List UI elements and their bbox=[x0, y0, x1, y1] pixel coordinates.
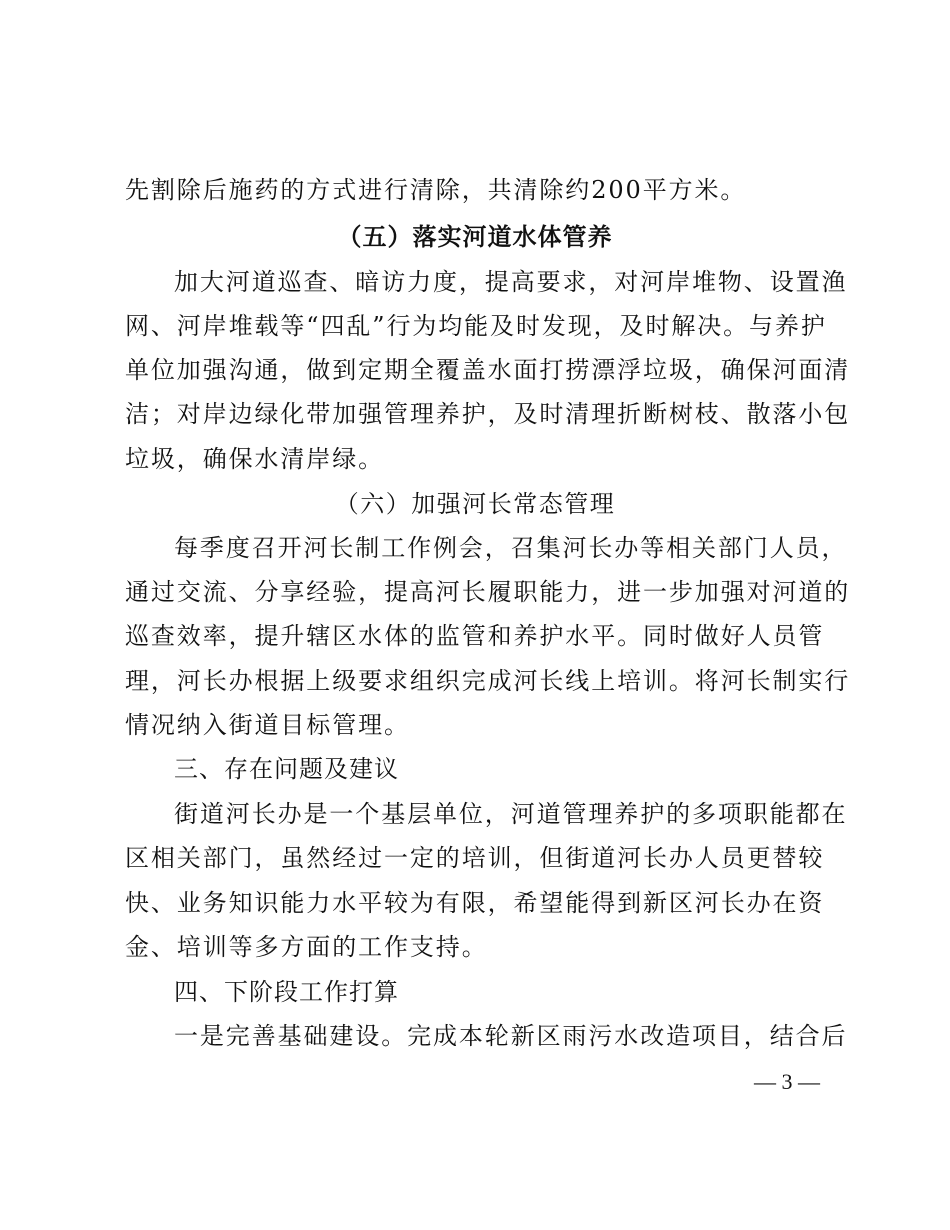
paragraph-line: 理，河长办根据上级要求组织完成河长线上培训。将河长制实行 bbox=[125, 667, 851, 695]
paragraph-line: 网、河岸堆载等“四乱”行为均能及时发现，及时解决。与养护 bbox=[125, 312, 827, 340]
paragraph-line: 每季度召开河长制工作例会，召集河长办等相关部门人员， bbox=[174, 534, 848, 562]
paragraph-line: 快、业务知识能力水平较为有限，希望能得到新区河长办在资 bbox=[125, 889, 825, 917]
paragraph-line: 通过交流、分享经验，提高河长履职能力，进一步加强对河道的 bbox=[125, 578, 851, 606]
paragraph-line: 加大河道巡查、暗访力度，提高要求，对河岸堆物、设置渔 bbox=[174, 268, 848, 296]
paragraph-line: 区相关部门，虽然经过一定的培训，但街道河长办人员更替较 bbox=[125, 844, 825, 872]
section-heading-4: 四、下阶段工作打算 bbox=[174, 978, 399, 1006]
paragraph-line: 垃圾，确保水清岸绿。 bbox=[125, 445, 384, 473]
section-heading-5: （五）落实河道水体管养 bbox=[337, 223, 613, 251]
paragraph-line: 洁；对岸边绿化带加强管理养护，及时清理折断树枝、散落小包 bbox=[125, 400, 851, 428]
section-heading-3: 三、存在问题及建议 bbox=[174, 755, 399, 783]
paragraph-line: 街道河长办是一个基层单位，河道管理养护的多项职能都在 bbox=[174, 800, 848, 828]
paragraph-line: 金、培训等多方面的工作支持。 bbox=[125, 933, 488, 961]
page-number: — 3 — bbox=[754, 1069, 820, 1094]
section-heading-6: （六）加强河长常态管理 bbox=[334, 490, 616, 518]
paragraph-line: 情况纳入街道目标管理。 bbox=[125, 711, 410, 739]
paragraph-line: 先割除后施药的方式进行清除，共清除约200平方米。 bbox=[125, 176, 747, 204]
paragraph-line: 巡查效率，提升辖区水体的监管和养护水平。同时做好人员管 bbox=[125, 622, 825, 650]
paragraph-line: 单位加强沟通，做到定期全覆盖水面打捞漂浮垃圾，确保河面清 bbox=[125, 356, 851, 384]
paragraph-line: 一是完善基础建设。完成本轮新区雨污水改造项目，结合后 bbox=[174, 1022, 848, 1050]
